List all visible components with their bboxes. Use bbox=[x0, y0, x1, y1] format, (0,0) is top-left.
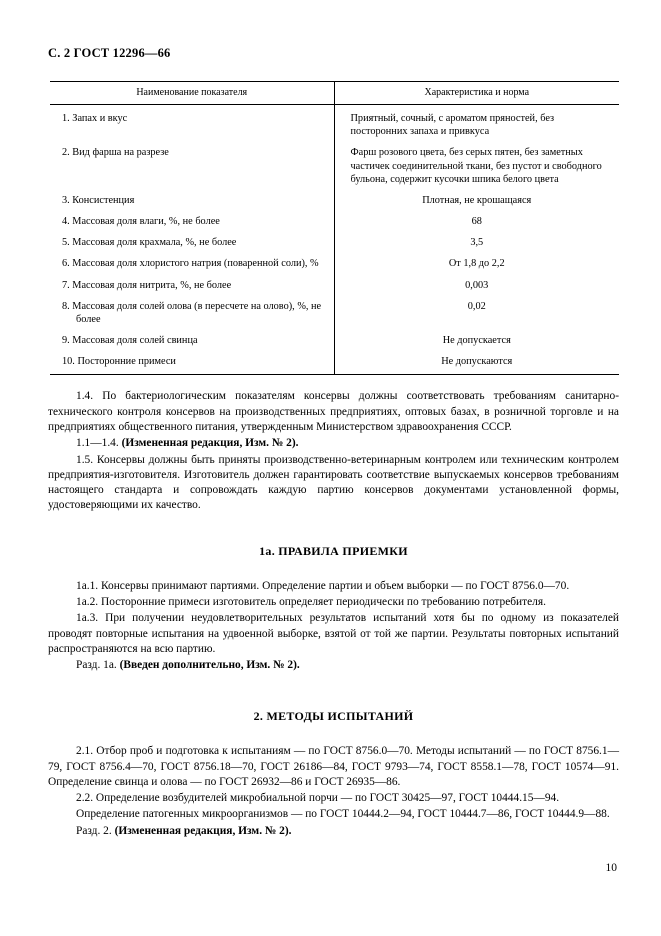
cell-indicator-value: Не допускаются bbox=[334, 351, 619, 375]
revision-note-bold: (Измененная редакция, Изм. № 2). bbox=[121, 437, 299, 450]
cell-indicator-name: 1. Запах и вкус bbox=[50, 105, 334, 143]
section-title-test-methods: 2. МЕТОДЫ ИСПЫТАНИЙ bbox=[253, 709, 414, 724]
table-row bbox=[50, 211, 619, 232]
cell-indicator-value: 68 bbox=[471, 216, 482, 228]
revision-note-prefix: Разд. 2. bbox=[76, 824, 115, 837]
paragraph-2-2-cont: Определение патогенных микроорганизмов — по ГОСТ 10444.2—94, ГОСТ 10444.7—86, ГОСТ 10444.9—88. bbox=[76, 808, 610, 821]
cell-indicator-value: Не допускается bbox=[442, 335, 511, 347]
cell-indicator-name: 3. Консистенция bbox=[50, 190, 334, 211]
cell-indicator-value: Приятный, сочный, с ароматом пряностей, без посторонних запаха и привкуса bbox=[350, 113, 555, 138]
paragraph-2-1: 2.1. Отбор проб и подготовка к испытаниям — по ГОСТ 8756.0—70. Методы испытаний — по ГОСТ 8756.1—79, ГОСТ 8756.4—70, ГОСТ 8756.18—70, ГОСТ 26186—84, ГОСТ 9793—74, ГОСТ 8558.1—78, ГОСТ 10574—91. Определение свинца и олова — по ГОСТ 26932—86 и ГОСТ 26935—86. bbox=[48, 745, 619, 788]
paragraph-revision-note-2 bbox=[48, 658, 619, 673]
cell-indicator-name: 7. Массовая доля нитрита, %, не более bbox=[50, 275, 334, 296]
revision-note-prefix: 1.1—1.4. bbox=[76, 437, 122, 450]
section-title-acceptance-rules: 1а. ПРАВИЛА ПРИЕМКИ bbox=[259, 543, 408, 558]
cell-indicator-name: 6. Массовая доля хлористого натрия (поваренной соли), % bbox=[50, 253, 334, 274]
paragraph-1a-3: 1а.3. При получении неудовлетворительных результатов испытаний хотя бы по одному из показателей проводят повторные испытания на удвоенной выборке, взятой от той же партии. Результаты повторных испытаний распространяются на всю партию. bbox=[48, 612, 619, 655]
table-row bbox=[50, 190, 619, 211]
revision-note-prefix: Разд. 1а. bbox=[76, 659, 120, 672]
cell-indicator-value: 0,02 bbox=[467, 300, 486, 312]
table-row bbox=[50, 296, 619, 330]
page-number: 10 bbox=[605, 862, 617, 874]
cell-indicator-name: 4. Массовая доля влаги, %, не более bbox=[50, 211, 334, 232]
table-row bbox=[50, 253, 619, 274]
column-header-value: Характеристика и норма bbox=[334, 82, 619, 105]
table-row bbox=[50, 330, 619, 351]
paragraph-revision-note-3 bbox=[48, 824, 619, 839]
section1-body bbox=[48, 579, 619, 674]
paragraph-revision-note-1 bbox=[48, 436, 619, 451]
cell-indicator-value: От 1,8 до 2,2 bbox=[448, 258, 505, 270]
paragraph-1a-2: 1а.2. Посторонние примеси изготовитель определяет периодически по требованию потребителя. bbox=[76, 595, 546, 608]
cell-indicator-value: 0,003 bbox=[465, 279, 489, 291]
paragraph-1-5: 1.5. Консервы должны быть приняты производственно-ветеринарным контролем или техническим контролем предприятия-изготовителя. Изготовитель должен гарантировать соответствие выпускаемых консервов требованиям настоящего стандарта и сопровождать каждую партию консервов документами установленной формы, удостоверяющими их качество. bbox=[48, 453, 619, 512]
page-header: С. 2 ГОСТ 12296—66 bbox=[48, 46, 171, 60]
section2-body bbox=[48, 744, 619, 839]
cell-indicator-name: 2. Вид фарша на разрезе bbox=[50, 142, 334, 190]
cell-indicator-value: Плотная, не крошащаяся bbox=[422, 194, 532, 206]
paragraph-1-4: 1.4. По бактериологическим показателям консервы должны соответствовать требованиям санитарно-технического контроля консервов на производственных предприятиях, оптовых базах, в розничной торговле и на предприятиях общественного питания, утвержденным Министерством здравоохранения СССР. bbox=[48, 390, 619, 433]
cell-indicator-name: 10. Посторонние примеси bbox=[50, 351, 334, 375]
specification-table bbox=[50, 81, 619, 375]
cell-indicator-value: Фарш розового цвета, без серых пятен, без заметных частичек соединительной ткани, без пустот и свободного бульона, содержит кусочки шпика белого цвета bbox=[350, 147, 602, 185]
revision-note-bold: (Измененная редакция, Изм. № 2). bbox=[114, 824, 292, 837]
cell-indicator-name: 5. Массовая доля крахмала, %, не более bbox=[50, 232, 334, 253]
table-row bbox=[50, 142, 619, 190]
paragraph-1a-1: 1а.1. Консервы принимают партиями. Определение партии и объем выборки — по ГОСТ 8756.0—70. bbox=[76, 579, 570, 592]
table-header-row bbox=[50, 82, 619, 105]
table-row bbox=[50, 275, 619, 296]
table-body bbox=[50, 105, 619, 375]
column-header-name: Наименование показателя bbox=[50, 82, 334, 105]
revision-note-bold: (Введен дополнительно, Изм. № 2). bbox=[119, 659, 300, 672]
paragraph-2-2: 2.2. Определение возбудителей микробиальной порчи — по ГОСТ 30425—97, ГОСТ 10444.15—94. bbox=[76, 792, 560, 805]
cell-indicator-name: 9. Массовая доля солей свинца bbox=[50, 330, 334, 351]
cell-indicator-value: 3,5 bbox=[470, 237, 484, 249]
table-row bbox=[50, 105, 619, 143]
table-row bbox=[50, 232, 619, 253]
cell-indicator-name: 8. Массовая доля солей олова (в пересчете на олово), %, не более bbox=[50, 296, 334, 330]
body-text-block bbox=[48, 389, 619, 513]
table-row bbox=[50, 351, 619, 375]
